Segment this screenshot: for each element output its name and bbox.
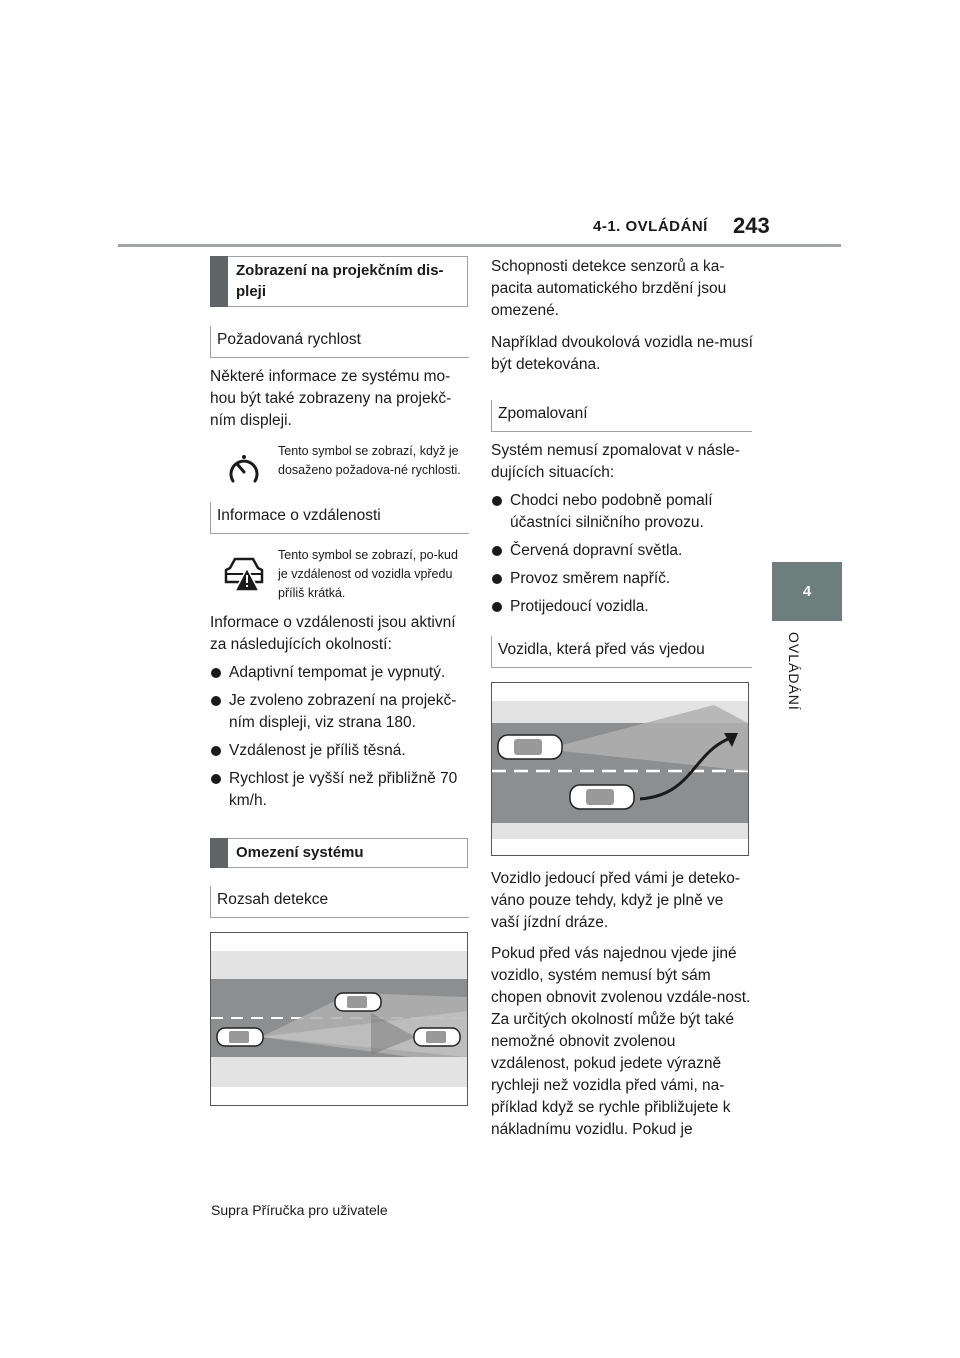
bullet-item: Je zvoleno zobrazení na projekč-ním displeji, viz strana 180.	[210, 690, 470, 734]
footer-text: Supra Příručka pro uživatele	[211, 1202, 388, 1218]
detection-range-figure	[210, 932, 468, 1106]
paragraph: Schopnosti detekce senzorů a ka-pacita automatického brzdění jsou omezené.	[491, 258, 727, 319]
subheading-cut-in-vehicles: Vozidla, která před vás vjedou	[491, 636, 752, 668]
chapter-title: OVLÁDÁNÍ	[786, 632, 802, 711]
paragraph: Vozidlo jedoucí před vámi je deteko-váno pouze tehdy, když je plně ve vaší jízdní dráze.	[491, 870, 741, 931]
speedometer-icon	[227, 454, 261, 488]
left-column	[210, 256, 470, 1106]
bullet-item: Vzdálenost je příliš těsná.	[210, 740, 470, 762]
section-heading-hud: Zobrazení na projekčním dis-pleji	[210, 256, 468, 307]
chapter-tab: 4	[772, 562, 842, 621]
car-ahead	[335, 993, 381, 1011]
car-far	[414, 1028, 460, 1046]
symbol-description: Tento symbol se zobrazí, když je dosaženo požadova-né rychlosti.	[278, 444, 461, 477]
subheading-deceleration: Zpomalovaní	[491, 400, 752, 432]
bullet-item: Adaptivní tempomat je vypnutý.	[210, 662, 470, 684]
car-own	[498, 735, 562, 759]
bullet-item: Červená dopravní světla.	[491, 540, 753, 562]
paragraph: Například dvoukolová vozidla ne-musí být detekována.	[491, 334, 753, 373]
subheading-distance-info: Informace o vzdálenosti	[210, 502, 469, 534]
paragraph: Některé informace ze systému mo-hou být také zobrazeny na projekč-ním displeji.	[210, 368, 452, 429]
symbol-description: Tento symbol se zobrazí, po-kud je vzdálenost od vozidla vpředu příliš krátká.	[278, 548, 458, 600]
symbol-row	[210, 442, 470, 488]
bullet-item: Rychlost je vyšší než přibližně 70 km/h.	[210, 768, 469, 812]
car-own	[217, 1028, 263, 1046]
section-heading-limits: Omezení systému	[210, 838, 468, 868]
section-title: 4-1. OVLÁDÁNÍ	[593, 218, 708, 235]
cut-in-illustration	[492, 683, 748, 855]
subheading-detection-range: Rozsah detekce	[210, 886, 469, 918]
car-warning-icon	[223, 554, 265, 592]
paragraph: Informace o vzdálenosti jsou aktivní za následujících okolností:	[210, 614, 456, 653]
car-cutting-in	[570, 785, 634, 809]
bullet-item: Provoz směrem napříč.	[491, 568, 753, 590]
subheading-desired-speed: Požadovaná rychlost	[210, 326, 469, 358]
right-column	[491, 256, 753, 1141]
paragraph: Systém nemusí zpomalovat v násle-dujících situacích:	[491, 442, 740, 481]
bullet-item: Chodci nebo podobně pomalí účastníci silničního provozu.	[491, 490, 753, 534]
header-divider	[118, 244, 841, 247]
bullet-item: Protijedoucí vozidla.	[491, 596, 753, 618]
page-number: 243	[733, 213, 770, 238]
detection-range-illustration	[211, 933, 467, 1105]
paragraph: Pokud před vás najednou vjede jiné vozidlo, systém nemusí být sám chopen obnovit zvolenou vzdále-nost. Za určitých okolností může být také nemožné obnovit zvolenou vzdálenost, pokud jedete výrazně rychleji než vozidla před vámi, na-příklad když se rychle přibližujete k nákladnímu vozidlu. Pokud je	[491, 945, 751, 1138]
symbol-row	[210, 546, 470, 603]
cut-in-figure	[491, 682, 749, 856]
